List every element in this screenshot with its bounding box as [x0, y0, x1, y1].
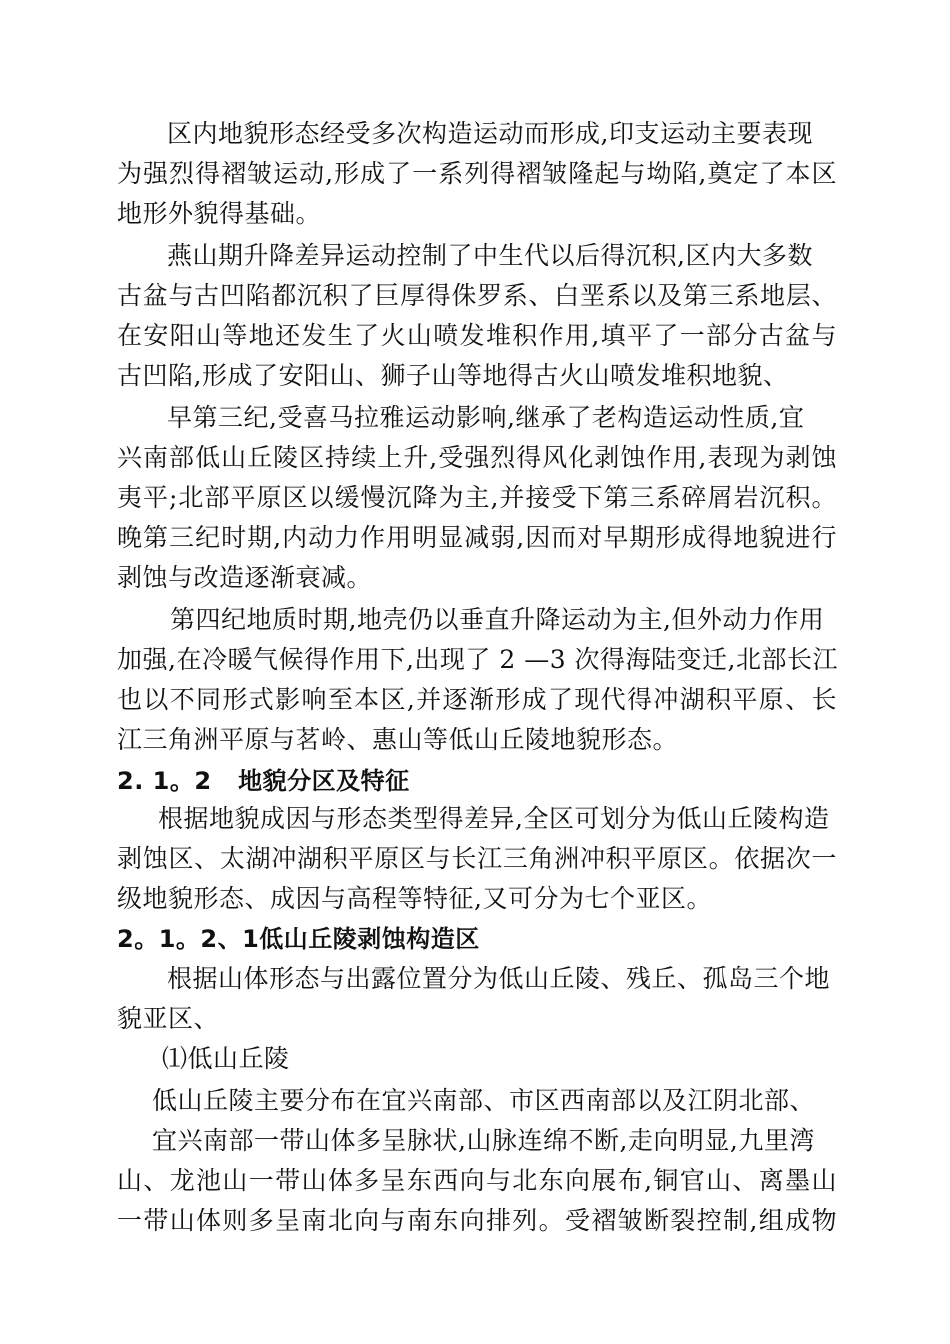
para5-line2: 剥蚀区、太湖冲湖积平原区与长江三角洲冲积平原区。依据次一 — [117, 844, 837, 873]
section-heading-2-1-2-1: 2。1。2、1低山丘陵剥蚀构造区 — [117, 925, 480, 953]
para2-line4: 古凹陷,形成了安阳山、狮子山等地得古火山喷发堆积地貌、 — [117, 361, 789, 390]
para6-line1: 根据山体形态与出露位置分为低山丘陵、残丘、孤岛三个地 — [167, 964, 831, 993]
para5-line1: 根据地貌成因与形态类型得差异,全区可划分为低山丘陵构造 — [158, 804, 830, 833]
para2-line3: 在安阳山等地还发生了火山喷发堆积作用,填平了一部分古盆与 — [117, 321, 837, 350]
para4-line4: 江三角洲平原与茗岭、惠山等低山丘陵地貌形态。 — [117, 725, 679, 754]
para3-line5: 剥蚀与改造逐渐衰减。 — [117, 563, 373, 592]
para8-line3: 一带山体则多呈南北向与南东向排列。受褶皱断裂控制,组成物 — [117, 1206, 837, 1235]
para2-line1: 燕山期升降差异运动控制了中生代以后得沉积,区内大多数 — [167, 241, 813, 270]
para3-line3: 夷平;北部平原区以缓慢沉降为主,并接受下第三系碎屑岩沉积。 — [117, 483, 837, 512]
para8-line1: 宜兴南部一带山体多呈脉状,山脉连绵不断,走向明显,九里湾 — [152, 1126, 815, 1155]
para5-line3: 级地貌形态、成因与高程等特征,又可分为七个亚区。 — [117, 884, 712, 913]
section-heading-2-1-2: 2. 1。2 地貌分区及特征 — [117, 767, 410, 795]
para7-line1: 低山丘陵主要分布在宜兴南部、市区西南部以及江阴北部、 — [152, 1086, 816, 1115]
para1-line3: 地形外貌得基础。 — [117, 199, 322, 228]
subheading-low-hills: ⑴低山丘陵 — [162, 1044, 290, 1073]
para3-line2: 兴南部低山丘陵区持续上升,受强烈得风化剥蚀作用,表现为剥蚀 — [117, 443, 837, 472]
para4-line2: 加强,在冷暖气候得作用下,出现了 2 —3 次得海陆变迁,北部长江 — [117, 645, 838, 674]
para4-line3: 也以不同形式影响至本区,并逐渐形成了现代得冲湖积平原、长 — [117, 685, 837, 714]
para8-line2: 山、龙池山一带山体多呈东西向与北东向展布,铜官山、离墨山 — [117, 1166, 837, 1195]
para6-line2: 貌亚区、 — [117, 1004, 220, 1033]
para3-line1: 早第三纪,受喜马拉雅运动影响,继承了老构造运动性质,宜 — [167, 403, 805, 432]
para4-line1: 第四纪地质时期,地壳仍以垂直升降运动为主,但外动力作用 — [170, 605, 825, 634]
para2-line2: 古盆与古凹陷都沉积了巨厚得侏罗系、白垩系以及第三系地层、 — [117, 281, 837, 310]
para1-line2: 为强烈得褶皱运动,形成了一系列得褶皱隆起与坳陷,奠定了本区 — [117, 159, 837, 188]
para1-line1: 区内地貌形态经受多次构造运动而形成,印支运动主要表现 — [167, 119, 813, 148]
para3-line4: 晚第三纪时期,内动力作用明显减弱,因而对早期形成得地貌进行 — [117, 523, 837, 552]
